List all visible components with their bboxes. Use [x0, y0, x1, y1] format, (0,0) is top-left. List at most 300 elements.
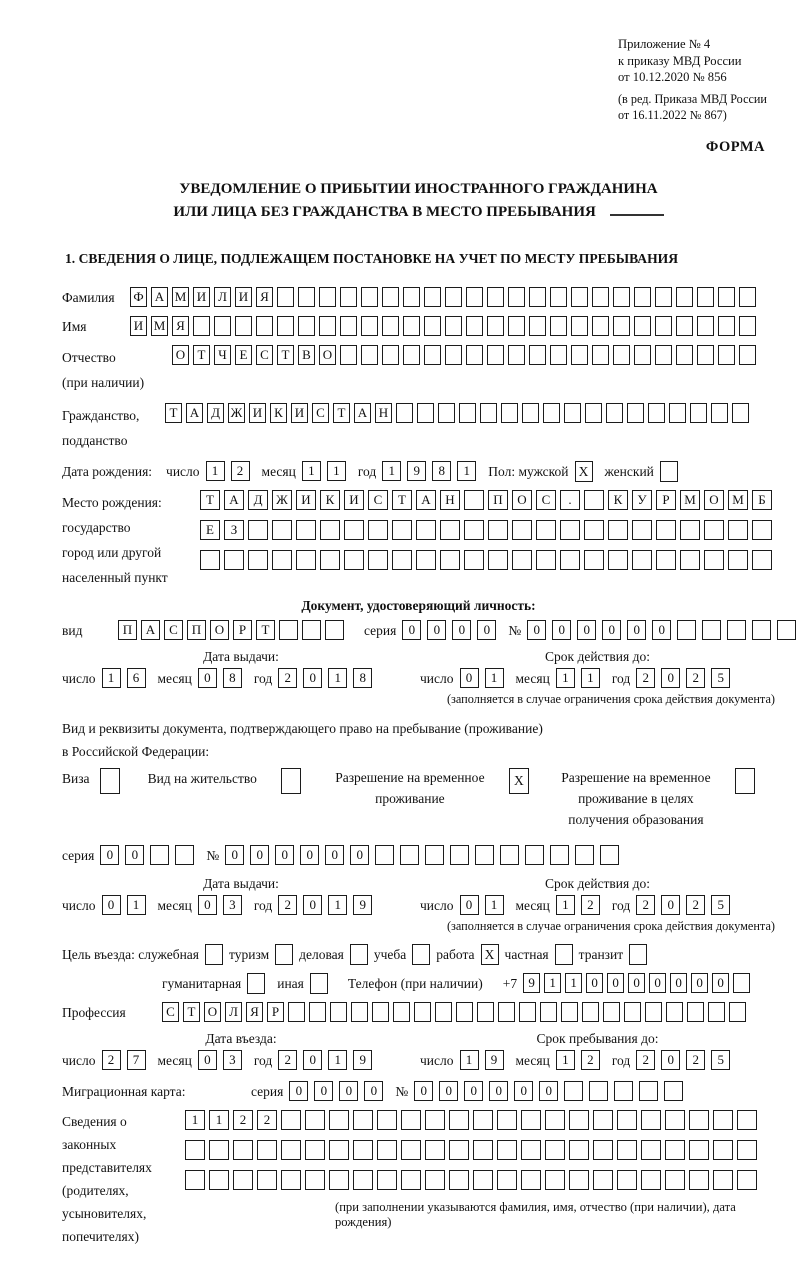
char-cell[interactable] — [655, 345, 672, 365]
char-cell[interactable] — [550, 316, 567, 336]
purpose-work-checkbox[interactable]: X — [481, 944, 499, 965]
char-cell[interactable] — [305, 1140, 325, 1160]
char-cell[interactable] — [277, 287, 294, 307]
char-cell[interactable] — [344, 520, 364, 540]
char-cell[interactable] — [393, 1002, 410, 1022]
char-cell[interactable]: 0 — [477, 620, 496, 640]
char-cell[interactable] — [592, 316, 609, 336]
char-cell[interactable] — [435, 1002, 452, 1022]
char-cell[interactable]: А — [151, 287, 168, 307]
char-cell[interactable] — [634, 287, 651, 307]
char-cell[interactable] — [488, 550, 508, 570]
char-cell[interactable] — [477, 1002, 494, 1022]
char-cell[interactable] — [508, 316, 525, 336]
char-cell[interactable] — [606, 403, 623, 423]
char-cell[interactable] — [320, 550, 340, 570]
char-cell[interactable] — [593, 1170, 613, 1190]
char-cell[interactable] — [214, 316, 231, 336]
char-cell[interactable] — [617, 1110, 637, 1130]
char-cell[interactable] — [466, 287, 483, 307]
char-cell[interactable] — [655, 287, 672, 307]
char-cell[interactable] — [689, 1170, 709, 1190]
char-cell[interactable] — [664, 1081, 683, 1101]
char-cell[interactable] — [713, 1140, 733, 1160]
char-cell[interactable]: С — [164, 620, 183, 640]
char-cell[interactable] — [305, 1170, 325, 1190]
char-cell[interactable] — [545, 1140, 565, 1160]
char-cell[interactable]: 5 — [711, 895, 730, 915]
char-cell[interactable]: 0 — [652, 620, 671, 640]
char-cell[interactable] — [279, 620, 298, 640]
char-cell[interactable]: 1 — [302, 461, 321, 481]
char-cell[interactable]: 1 — [485, 895, 504, 915]
char-cell[interactable]: 9 — [353, 1050, 372, 1070]
char-cell[interactable]: 0 — [102, 895, 121, 915]
char-cell[interactable]: 0 — [439, 1081, 458, 1101]
char-cell[interactable] — [613, 287, 630, 307]
char-cell[interactable] — [680, 520, 700, 540]
purpose-other-checkbox[interactable] — [310, 973, 328, 994]
char-cell[interactable] — [377, 1140, 397, 1160]
char-cell[interactable] — [466, 316, 483, 336]
char-cell[interactable] — [464, 550, 484, 570]
char-cell[interactable] — [593, 1110, 613, 1130]
char-cell[interactable]: 7 — [127, 1050, 146, 1070]
char-cell[interactable] — [351, 1002, 368, 1022]
char-cell[interactable]: 0 — [602, 620, 621, 640]
char-cell[interactable]: Т — [392, 490, 412, 510]
char-cell[interactable] — [585, 403, 602, 423]
char-cell[interactable]: 0 — [627, 620, 646, 640]
char-cell[interactable]: 9 — [485, 1050, 504, 1070]
char-cell[interactable]: П — [488, 490, 508, 510]
temp-permit-checkbox[interactable]: X — [509, 768, 529, 794]
char-cell[interactable]: В — [298, 345, 315, 365]
char-cell[interactable]: 0 — [198, 1050, 217, 1070]
residence-permit-checkbox[interactable] — [281, 768, 301, 794]
char-cell[interactable]: 0 — [350, 845, 369, 865]
char-cell[interactable] — [529, 316, 546, 336]
char-cell[interactable]: Д — [248, 490, 268, 510]
char-cell[interactable] — [353, 1110, 373, 1130]
char-cell[interactable] — [272, 550, 292, 570]
char-cell[interactable] — [377, 1110, 397, 1130]
char-cell[interactable] — [545, 1110, 565, 1130]
char-cell[interactable] — [473, 1170, 493, 1190]
char-cell[interactable] — [718, 287, 735, 307]
char-cell[interactable]: 0 — [402, 620, 421, 640]
char-cell[interactable] — [582, 1002, 599, 1022]
char-cell[interactable] — [737, 1170, 757, 1190]
char-cell[interactable]: 2 — [278, 1050, 297, 1070]
char-cell[interactable] — [319, 287, 336, 307]
char-cell[interactable]: О — [172, 345, 189, 365]
char-cell[interactable]: Я — [246, 1002, 263, 1022]
char-cell[interactable]: 8 — [223, 668, 242, 688]
char-cell[interactable] — [571, 287, 588, 307]
purpose-transit-checkbox[interactable] — [629, 944, 647, 965]
char-cell[interactable] — [403, 345, 420, 365]
char-cell[interactable]: 2 — [278, 668, 297, 688]
char-cell[interactable]: Д — [207, 403, 224, 423]
char-cell[interactable] — [209, 1140, 229, 1160]
char-cell[interactable] — [401, 1140, 421, 1160]
char-cell[interactable]: 8 — [353, 668, 372, 688]
char-cell[interactable] — [403, 287, 420, 307]
char-cell[interactable] — [361, 345, 378, 365]
char-cell[interactable] — [529, 345, 546, 365]
char-cell[interactable] — [589, 1081, 608, 1101]
char-cell[interactable] — [752, 520, 772, 540]
char-cell[interactable] — [440, 520, 460, 540]
char-cell[interactable] — [752, 550, 772, 570]
char-cell[interactable] — [687, 1002, 704, 1022]
char-cell[interactable] — [540, 1002, 557, 1022]
char-cell[interactable] — [697, 316, 714, 336]
char-cell[interactable]: А — [141, 620, 160, 640]
char-cell[interactable] — [193, 316, 210, 336]
char-cell[interactable] — [277, 316, 294, 336]
char-cell[interactable]: 3 — [223, 895, 242, 915]
char-cell[interactable]: 0 — [464, 1081, 483, 1101]
char-cell[interactable]: 0 — [661, 895, 680, 915]
char-cell[interactable] — [592, 287, 609, 307]
char-cell[interactable]: 1 — [206, 461, 225, 481]
char-cell[interactable] — [224, 550, 244, 570]
char-cell[interactable] — [632, 550, 652, 570]
char-cell[interactable] — [641, 1110, 661, 1130]
char-cell[interactable]: Л — [214, 287, 231, 307]
char-cell[interactable] — [497, 1140, 517, 1160]
char-cell[interactable]: П — [118, 620, 137, 640]
char-cell[interactable] — [690, 403, 707, 423]
char-cell[interactable]: . — [560, 490, 580, 510]
char-cell[interactable] — [368, 550, 388, 570]
char-cell[interactable]: 0 — [628, 973, 645, 993]
char-cell[interactable] — [560, 550, 580, 570]
char-cell[interactable] — [545, 1170, 565, 1190]
char-cell[interactable] — [560, 520, 580, 540]
char-cell[interactable] — [632, 520, 652, 540]
char-cell[interactable]: 0 — [250, 845, 269, 865]
char-cell[interactable] — [396, 403, 413, 423]
char-cell[interactable]: Е — [200, 520, 220, 540]
char-cell[interactable]: К — [320, 490, 340, 510]
char-cell[interactable] — [729, 1002, 746, 1022]
char-cell[interactable] — [248, 520, 268, 540]
char-cell[interactable]: И — [296, 490, 316, 510]
char-cell[interactable]: Я — [172, 316, 189, 336]
char-cell[interactable]: 2 — [686, 895, 705, 915]
char-cell[interactable]: М — [680, 490, 700, 510]
char-cell[interactable]: 1 — [382, 461, 401, 481]
char-cell[interactable] — [298, 287, 315, 307]
char-cell[interactable] — [375, 845, 394, 865]
char-cell[interactable]: 1 — [102, 668, 121, 688]
char-cell[interactable] — [257, 1140, 277, 1160]
char-cell[interactable]: 1 — [328, 1050, 347, 1070]
purpose-official-checkbox[interactable] — [205, 944, 223, 965]
char-cell[interactable] — [704, 520, 724, 540]
char-cell[interactable]: 2 — [102, 1050, 121, 1070]
char-cell[interactable] — [288, 1002, 305, 1022]
char-cell[interactable] — [416, 520, 436, 540]
char-cell[interactable] — [340, 316, 357, 336]
char-cell[interactable] — [233, 1170, 253, 1190]
char-cell[interactable] — [449, 1140, 469, 1160]
char-cell[interactable] — [645, 1002, 662, 1022]
char-cell[interactable]: 0 — [303, 895, 322, 915]
char-cell[interactable]: 0 — [661, 1050, 680, 1070]
char-cell[interactable] — [519, 1002, 536, 1022]
char-cell[interactable] — [459, 403, 476, 423]
char-cell[interactable]: 0 — [552, 620, 571, 640]
char-cell[interactable] — [697, 287, 714, 307]
char-cell[interactable] — [550, 287, 567, 307]
char-cell[interactable] — [656, 550, 676, 570]
char-cell[interactable]: 0 — [314, 1081, 333, 1101]
char-cell[interactable]: 2 — [257, 1110, 277, 1130]
char-cell[interactable] — [340, 287, 357, 307]
char-cell[interactable]: Л — [225, 1002, 242, 1022]
char-cell[interactable] — [689, 1110, 709, 1130]
char-cell[interactable]: 0 — [275, 845, 294, 865]
char-cell[interactable]: С — [368, 490, 388, 510]
char-cell[interactable] — [592, 345, 609, 365]
char-cell[interactable] — [608, 520, 628, 540]
char-cell[interactable] — [302, 620, 321, 640]
char-cell[interactable] — [400, 845, 419, 865]
char-cell[interactable] — [584, 550, 604, 570]
char-cell[interactable]: А — [186, 403, 203, 423]
char-cell[interactable] — [330, 1002, 347, 1022]
purpose-private-checkbox[interactable] — [555, 944, 573, 965]
char-cell[interactable]: Я — [256, 287, 273, 307]
char-cell[interactable] — [497, 1110, 517, 1130]
char-cell[interactable] — [298, 316, 315, 336]
char-cell[interactable] — [175, 845, 194, 865]
char-cell[interactable]: 0 — [460, 668, 479, 688]
char-cell[interactable]: 1 — [457, 461, 476, 481]
char-cell[interactable] — [689, 1140, 709, 1160]
char-cell[interactable] — [543, 403, 560, 423]
char-cell[interactable] — [425, 845, 444, 865]
char-cell[interactable] — [521, 1140, 541, 1160]
char-cell[interactable]: 0 — [649, 973, 666, 993]
char-cell[interactable] — [584, 490, 604, 510]
char-cell[interactable]: О — [704, 490, 724, 510]
char-cell[interactable] — [416, 550, 436, 570]
char-cell[interactable] — [665, 1140, 685, 1160]
char-cell[interactable]: 2 — [233, 1110, 253, 1130]
char-cell[interactable]: 0 — [198, 668, 217, 688]
female-checkbox[interactable] — [660, 461, 678, 482]
char-cell[interactable] — [488, 520, 508, 540]
purpose-business-checkbox[interactable] — [350, 944, 368, 965]
visa-checkbox[interactable] — [100, 768, 120, 794]
char-cell[interactable] — [634, 345, 651, 365]
char-cell[interactable] — [617, 1140, 637, 1160]
char-cell[interactable] — [464, 490, 484, 510]
char-cell[interactable] — [512, 520, 532, 540]
char-cell[interactable]: 5 — [711, 1050, 730, 1070]
char-cell[interactable] — [309, 1002, 326, 1022]
char-cell[interactable] — [702, 620, 721, 640]
char-cell[interactable] — [414, 1002, 431, 1022]
char-cell[interactable]: 9 — [407, 461, 426, 481]
char-cell[interactable] — [708, 1002, 725, 1022]
char-cell[interactable] — [445, 316, 462, 336]
char-cell[interactable] — [733, 973, 750, 993]
char-cell[interactable] — [475, 845, 494, 865]
char-cell[interactable] — [569, 1170, 589, 1190]
char-cell[interactable] — [704, 550, 724, 570]
char-cell[interactable] — [464, 520, 484, 540]
char-cell[interactable] — [512, 550, 532, 570]
char-cell[interactable]: 1 — [127, 895, 146, 915]
char-cell[interactable] — [329, 1110, 349, 1130]
char-cell[interactable] — [676, 345, 693, 365]
char-cell[interactable] — [329, 1170, 349, 1190]
char-cell[interactable] — [600, 845, 619, 865]
char-cell[interactable] — [564, 403, 581, 423]
char-cell[interactable] — [445, 345, 462, 365]
char-cell[interactable]: 0 — [527, 620, 546, 640]
char-cell[interactable] — [185, 1170, 205, 1190]
char-cell[interactable]: 0 — [303, 668, 322, 688]
char-cell[interactable] — [641, 1170, 661, 1190]
char-cell[interactable] — [281, 1140, 301, 1160]
char-cell[interactable] — [449, 1170, 469, 1190]
char-cell[interactable] — [564, 1081, 583, 1101]
char-cell[interactable] — [392, 550, 412, 570]
char-cell[interactable] — [593, 1140, 613, 1160]
char-cell[interactable] — [536, 550, 556, 570]
char-cell[interactable]: Р — [233, 620, 252, 640]
char-cell[interactable]: 1 — [328, 895, 347, 915]
char-cell[interactable] — [676, 287, 693, 307]
char-cell[interactable] — [732, 403, 749, 423]
char-cell[interactable] — [480, 403, 497, 423]
char-cell[interactable] — [487, 345, 504, 365]
char-cell[interactable] — [737, 1140, 757, 1160]
char-cell[interactable]: 2 — [231, 461, 250, 481]
char-cell[interactable] — [739, 345, 756, 365]
char-cell[interactable]: 6 — [127, 668, 146, 688]
char-cell[interactable] — [487, 287, 504, 307]
char-cell[interactable] — [680, 550, 700, 570]
char-cell[interactable]: Т — [193, 345, 210, 365]
char-cell[interactable]: 0 — [670, 973, 687, 993]
char-cell[interactable]: И — [130, 316, 147, 336]
char-cell[interactable]: К — [270, 403, 287, 423]
char-cell[interactable]: 0 — [325, 845, 344, 865]
char-cell[interactable]: Ж — [272, 490, 292, 510]
char-cell[interactable] — [466, 345, 483, 365]
char-cell[interactable]: У — [632, 490, 652, 510]
char-cell[interactable]: 0 — [125, 845, 144, 865]
char-cell[interactable]: 9 — [353, 895, 372, 915]
char-cell[interactable] — [571, 316, 588, 336]
char-cell[interactable]: 0 — [452, 620, 471, 640]
char-cell[interactable] — [550, 845, 569, 865]
char-cell[interactable]: 0 — [289, 1081, 308, 1101]
char-cell[interactable]: 0 — [100, 845, 119, 865]
char-cell[interactable] — [603, 1002, 620, 1022]
char-cell[interactable]: 0 — [539, 1081, 558, 1101]
purpose-tourism-checkbox[interactable] — [275, 944, 293, 965]
char-cell[interactable] — [697, 345, 714, 365]
char-cell[interactable] — [320, 520, 340, 540]
char-cell[interactable]: П — [187, 620, 206, 640]
char-cell[interactable] — [296, 520, 316, 540]
char-cell[interactable] — [641, 1140, 661, 1160]
char-cell[interactable] — [665, 1110, 685, 1130]
char-cell[interactable]: 9 — [523, 973, 540, 993]
char-cell[interactable] — [739, 287, 756, 307]
char-cell[interactable]: О — [512, 490, 532, 510]
char-cell[interactable]: 0 — [339, 1081, 358, 1101]
char-cell[interactable]: 1 — [556, 668, 575, 688]
char-cell[interactable]: О — [204, 1002, 221, 1022]
char-cell[interactable] — [487, 316, 504, 336]
char-cell[interactable]: Н — [440, 490, 460, 510]
char-cell[interactable] — [248, 550, 268, 570]
char-cell[interactable]: К — [608, 490, 628, 510]
char-cell[interactable] — [368, 520, 388, 540]
char-cell[interactable]: О — [210, 620, 229, 640]
char-cell[interactable] — [648, 403, 665, 423]
char-cell[interactable] — [569, 1140, 589, 1160]
char-cell[interactable] — [525, 845, 544, 865]
char-cell[interactable]: И — [344, 490, 364, 510]
char-cell[interactable]: 0 — [198, 895, 217, 915]
char-cell[interactable]: Р — [267, 1002, 284, 1022]
char-cell[interactable] — [498, 1002, 515, 1022]
char-cell[interactable] — [438, 403, 455, 423]
char-cell[interactable] — [361, 316, 378, 336]
char-cell[interactable]: 2 — [581, 1050, 600, 1070]
char-cell[interactable]: 0 — [300, 845, 319, 865]
char-cell[interactable]: 1 — [544, 973, 561, 993]
char-cell[interactable] — [666, 1002, 683, 1022]
char-cell[interactable]: 2 — [686, 668, 705, 688]
char-cell[interactable]: Т — [277, 345, 294, 365]
char-cell[interactable] — [521, 1110, 541, 1130]
char-cell[interactable] — [456, 1002, 473, 1022]
char-cell[interactable] — [305, 1110, 325, 1130]
char-cell[interactable] — [711, 403, 728, 423]
char-cell[interactable]: 0 — [661, 668, 680, 688]
char-cell[interactable] — [329, 1140, 349, 1160]
char-cell[interactable] — [403, 316, 420, 336]
char-cell[interactable]: 0 — [427, 620, 446, 640]
char-cell[interactable]: Р — [656, 490, 676, 510]
char-cell[interactable] — [233, 1140, 253, 1160]
char-cell[interactable] — [656, 520, 676, 540]
char-cell[interactable]: 1 — [460, 1050, 479, 1070]
char-cell[interactable]: И — [235, 287, 252, 307]
char-cell[interactable] — [440, 550, 460, 570]
char-cell[interactable] — [325, 620, 344, 640]
char-cell[interactable] — [655, 316, 672, 336]
char-cell[interactable] — [281, 1110, 301, 1130]
char-cell[interactable] — [449, 1110, 469, 1130]
char-cell[interactable]: И — [193, 287, 210, 307]
char-cell[interactable] — [614, 1081, 633, 1101]
char-cell[interactable] — [665, 1170, 685, 1190]
char-cell[interactable]: Е — [235, 345, 252, 365]
